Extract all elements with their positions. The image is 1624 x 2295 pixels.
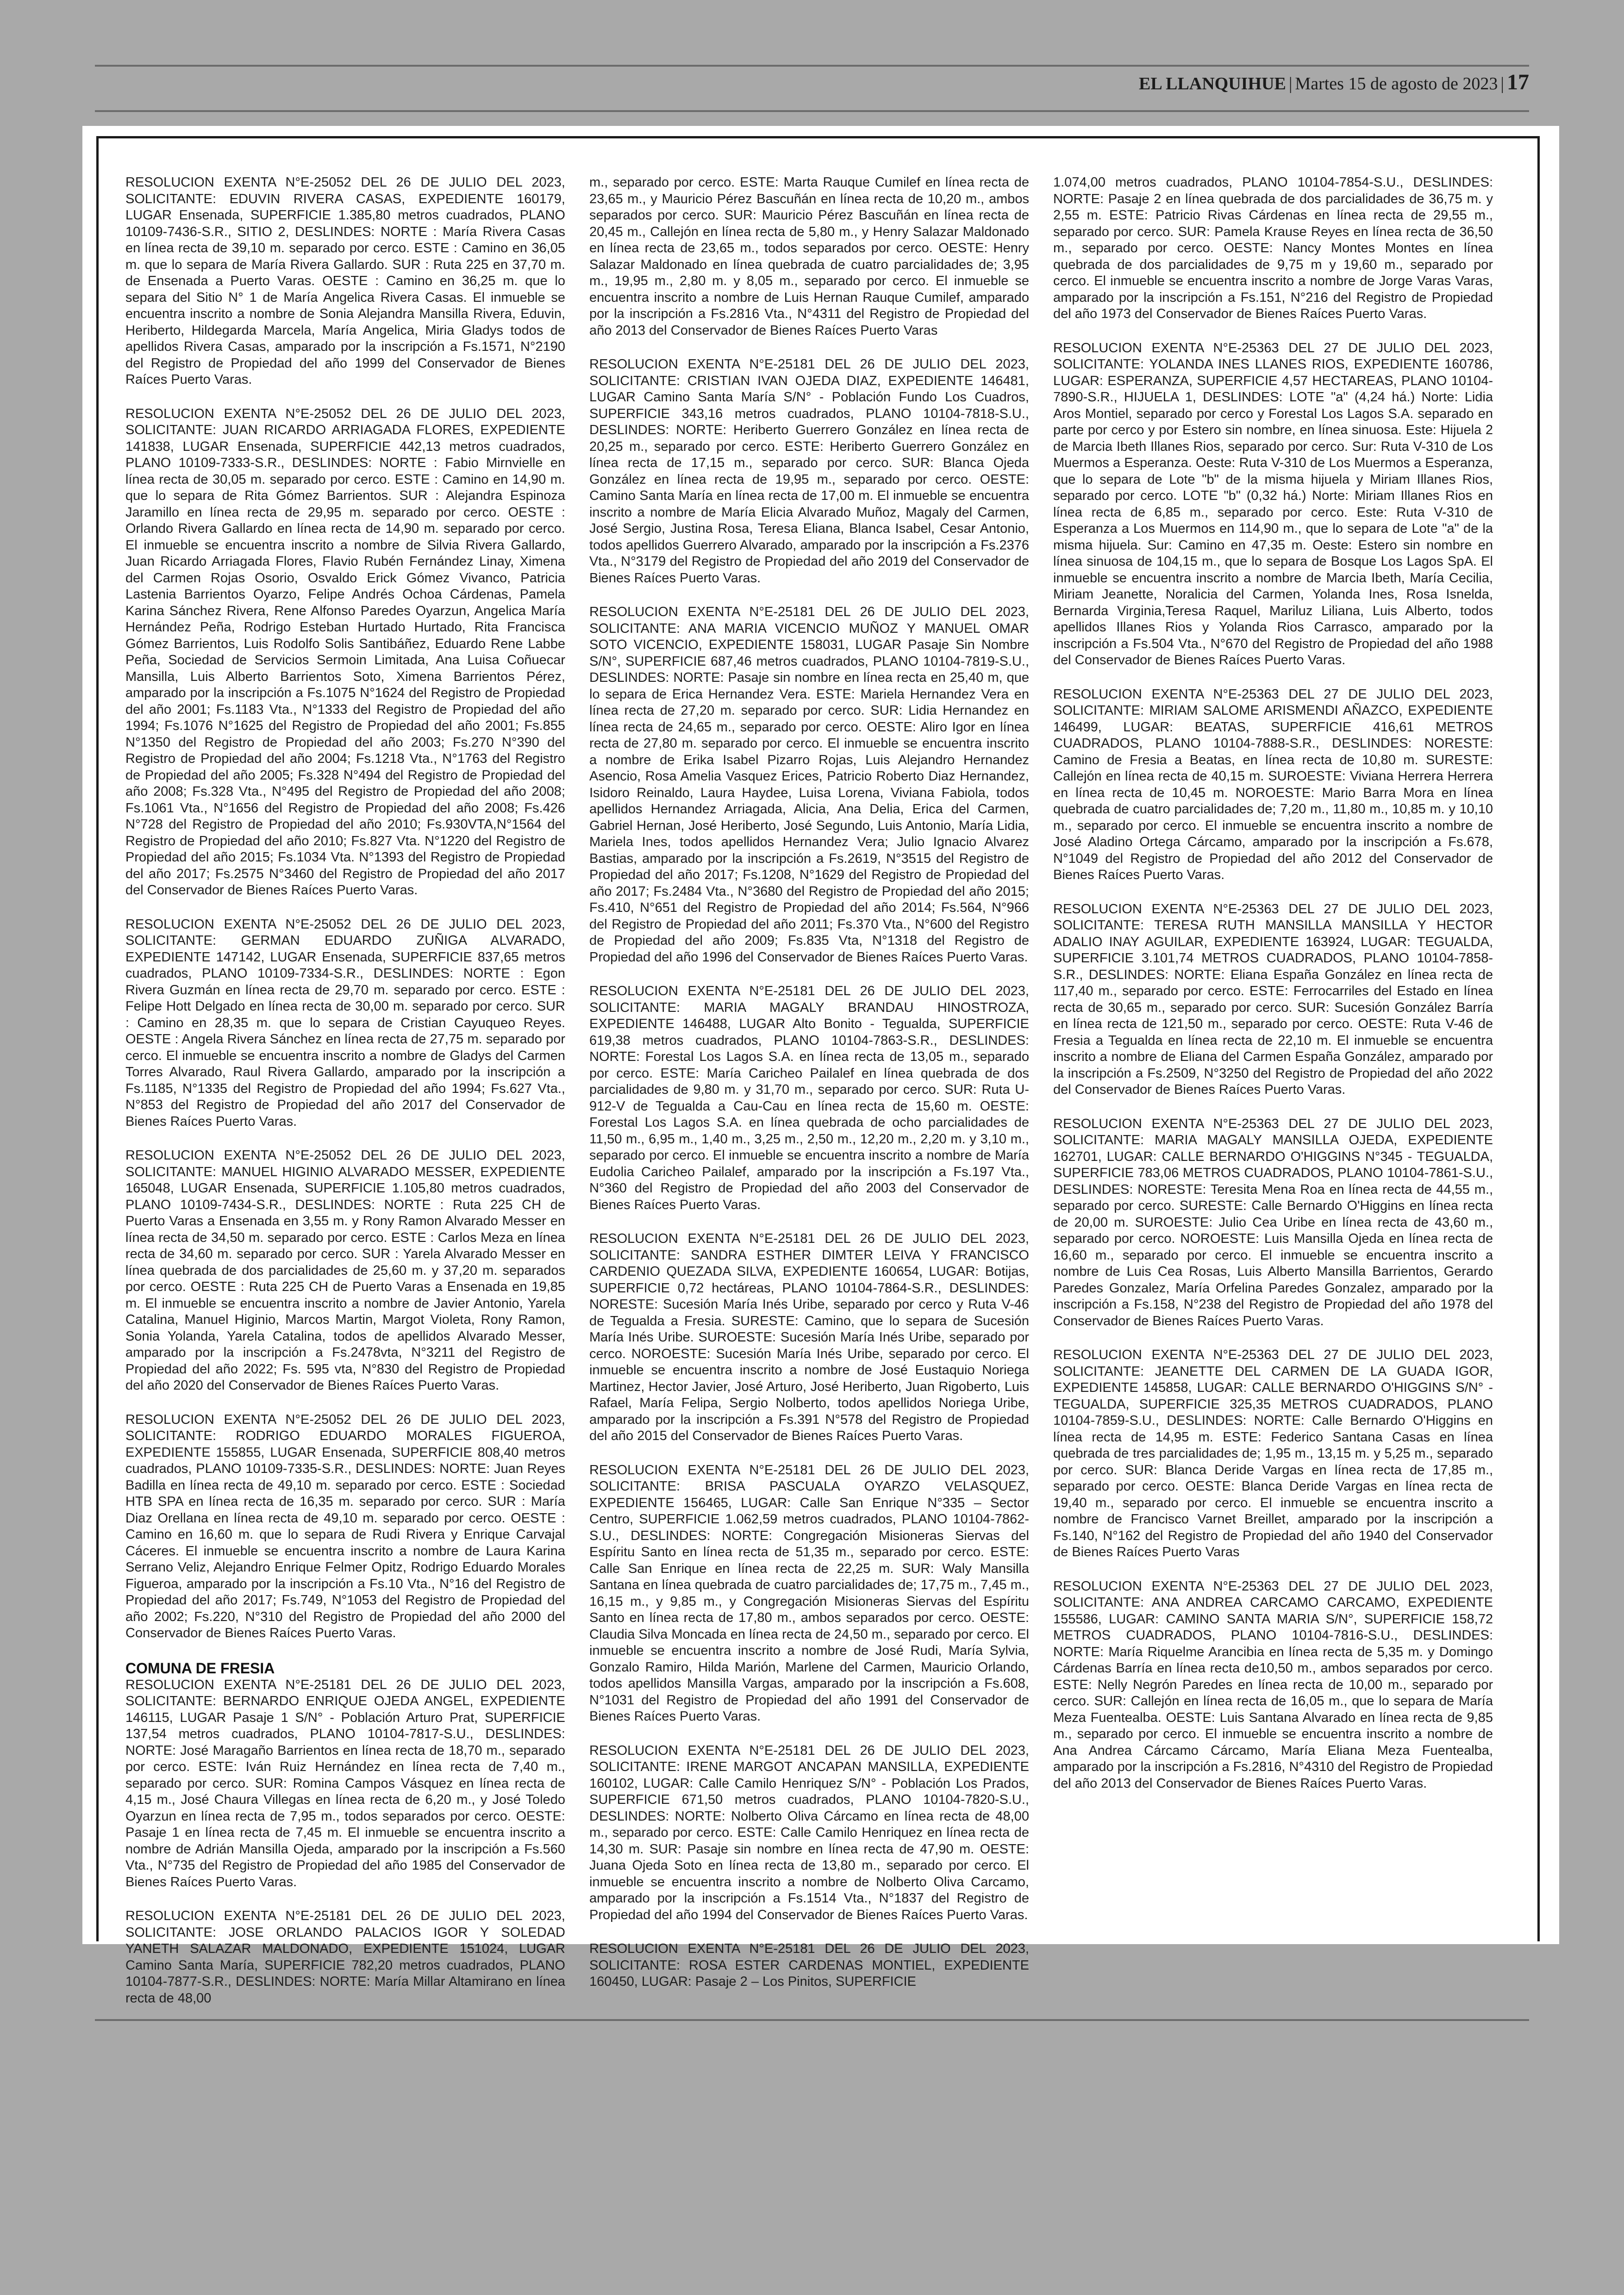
legal-notice: RESOLUCION EXENTA N°E-25052 DEL 26 DE JULIO DEL 2023, SOLICITANTE: GERMAN EDUARDO ZUÑIGA ALVARADO, EXPEDIENTE 147142, LUGAR Ensenada, SUPERFICIE 837,65 metros cuadrados, PLANO 10109-7334-S.R., DESLINDES: NORTE : Egon Rivera Guzmán en línea recta de 29,70 m. separado por cerco. ESTE : Felipe Hott Delgado en línea recta de 30,00 m. separado por cerco. SUR : Camino en 28,35 m. que lo separa de Cristian Cayuqueo Reyes. OESTE : Angela Rivera Sánchez en línea recta de 27,75 m. separado por cerco. El inmueble se encuentra inscrito a nombre de Gladys del Carmen Torres Alvarado, Raul Rivera Gallardo, amparado por la inscripción a Fs.1185, N°1335 del Registro de Propiedad del año 1994; Fs.627 Vta., N°853 del Registro de Propiedad del año 2017 del Conservador de Bienes Raíces Puerto Varas. <box>125 917 565 1129</box>
section-heading: COMUNA DE FRESIA <box>125 1659 275 1677</box>
legal-notice: RESOLUCION EXENTA N°E-25363 DEL 27 DE JULIO DEL 2023, SOLICITANTE: MARIA MAGALY MANSILLA OJEDA, EXPEDIENTE 162701, LUGAR: CALLE BERNARDO O'HIGGINS N°345 - TEGUALDA, SUPERFICIE 783,06 METROS CUADRADOS, PLANO 10104-7861-S.U., DESLINDES: NORESTE: Teresita Mena Roa en línea recta de 44,55 m., separado por cerco. SURESTE: Calle Bernardo O'Higgins en línea recta de 20,00 m. SUROESTE: Julio Cea Uribe en línea recta de 43,60 m., separado por cerco. NOROESTE: Luis Mansilla Ojeda en línea recta de 16,60 m., separado por cerco. El inmueble se encuentra inscrito a nombre de Luis Cea Rosas, Luis Alberto Mansilla Barrientos, Gerardo Paredes Gonzalez, María Orfelina Paredes Gonzalez, amparado por la inscripción a Fs.158, N°238 del Registro de Propiedad del año 1978 del Conservador de Bienes Raíces Puerto Varas. <box>1053 1116 1493 1328</box>
top-rule <box>95 65 1529 67</box>
legal-notice: RESOLUCION EXENTA N°E-25363 DEL 27 DE JULIO DEL 2023, SOLICITANTE: TERESA RUTH MANSILLA MANSILLA Y HECTOR ADALIO INAY AGUILAR, EXPEDIENTE 163924, LUGAR: TEGUALDA, SUPERFICIE 3.101,74 METROS CUADRADOS, PLANO 10104-7858-S.R., DESLINDES: NORTE: Eliana España González en línea recta de 117,40 m., separado por cerco. ESTE: Ferrocarriles del Estado en línea recta de 30,65 m., separado por cerco. SUR: Sucesión González Barría en línea recta de 121,50 m., separado por cerco. OESTE: Ruta V-46 de Fresia a Tegualda en línea recta de 22,10 m. El inmueble se encuentra inscrito a nombre de Eliana del Carmen España González, amparado por la inscripción a Fs.2509, N°3250 del Registro de Propiedad del año 2022 del Conservador de Bienes Raíces Puerto Varas. <box>1053 901 1493 1097</box>
legal-notice: RESOLUCION EXENTA N°E-25181 DEL 26 DE JULIO DEL 2023, SOLICITANTE: JOSE ORLANDO PALACIOS IGOR Y SOLEDAD YANETH SALAZAR MALDONADO, EXPEDIENTE 151024, LUGAR Camino Santa María, SUPERFICIE 782,20 metros cuadrados, PLANO 10104-7877-S.R., DESLINDES: NORTE: María Millar Altamirano en línea recta de 48,00 <box>125 1908 565 2006</box>
header-rule <box>95 110 1529 112</box>
page-sheet <box>82 126 1559 2006</box>
legal-notice: RESOLUCION EXENTA N°E-25181 DEL 26 DE JULIO DEL 2023, SOLICITANTE: CRISTIAN IVAN OJEDA DIAZ, EXPEDIENTE 146481, LUGAR Camino Santa María S/N° - Población Fundo Los Cuadros, SUPERFICIE 343,16 metros cuadrados, PLANO 10104-7818-S.U., DESLINDES: NORTE: Heriberto Guerrero González en línea recta de 20,25 m., separado por cerco. ESTE: Heriberto Guerrero González en línea recta de 17,15 m., separado por cerco. SUR: Blanca Ojeda González en línea recta de 19,95 m., separado por cerco. OESTE: Camino Santa María en línea recta de 17,00 m. El inmueble se encuentra inscrito a nombre de María Elicia Alvarado Muñoz, Magaly del Carmen, José Sergio, Justina Rosa, Teresa Eliana, Blanca Isabel, Cesar Antonio, todos apellidos Guerrero Alvarado, amparado por la inscripción a Fs.2376 Vta., N°3179 del Registro de Propiedad del año 2019 del Conservador de Bienes Raíces Puerto Varas. <box>589 357 1029 586</box>
newspaper-name: EL LLANQUIHUE <box>1139 74 1286 94</box>
column-3 <box>1053 175 1493 1887</box>
masthead-separator-2: | <box>1500 74 1504 94</box>
legal-notice: RESOLUCION EXENTA N°E-25052 DEL 26 DE JULIO DEL 2023, SOLICITANTE: EDUVIN RIVERA CASAS, EXPEDIENTE 160179, LUGAR Ensenada, SUPERFICIE 1.385,80 metros cuadrados, PLANO 10109-7436-S.R., SITIO 2, DESLINDES: NORTE : María Rivera Casas en línea recta de 39,10 m. separado por cerco. ESTE : Camino en 36,05 m. que lo separa de María Rivera Gallardo. SUR : Ruta 225 en 37,70 m. de Ensenada a Puerto Varas. OESTE : Camino en 36,25 m. que lo separa del Sitio N° 1 de María Angelica Rivera Casas. El inmueble se encuentra inscrito a nombre de Sonia Alejandra Mansilla Rivera, Eduvin, Heriberto, Hildegarda Marcela, María Angelica, Miria Gladys todos de apellidos Rivera Casas, amparado por la inscripción a Fs.1571, N°2190 del Registro de Propiedad del año 1999 del Conservador de Bienes Raíces Puerto Varas. <box>125 175 565 387</box>
legal-notice: RESOLUCION EXENTA N°E-25052 DEL 26 DE JULIO DEL 2023, SOLICITANTE: RODRIGO EDUARDO MORALES FIGUEROA, EXPEDIENTE 155855, LUGAR Ensenada, SUPERFICIE 808,40 metros cuadrados, PLANO 10109-7335-S.R., DESLINDES: NORTE: Juan Reyes Badilla en línea recta de 49,10 m. separado por cerco. ESTE : Sociedad HTB SPA en línea recta de 16,35 m. separado por cerco. SUR : María Diaz Orellana en línea recta de 49,10 m. separado por cerco. OESTE : Camino en 16,60 m. que lo separa de Rudi Rivera y Enrique Carvajal Cáceres. El inmueble se encuentra inscrito a nombre de Laura Karina Serrano Veliz, Alejandro Enrique Felmer Opitz, Rodrigo Eduardo Morales Figueroa, amparado por la inscripción a Fs.10 Vta., N°16 del Registro de Propiedad del año 2017; Fs.749, N°1053 del Registro de Propiedad del año 2002; Fs.220, N°310 del Registro de Propiedad del año 2000 del Conservador de Bienes Raíces Puerto Varas. <box>125 1412 565 1640</box>
legal-notice: RESOLUCION EXENTA N°E-25052 DEL 26 DE JULIO DEL 2023, SOLICITANTE: MANUEL HIGINIO ALVARADO MESSER, EXPEDIENTE 165048, LUGAR Ensenada, SUPERFICIE 1.105,80 metros cuadrados, PLANO 10109-7434-S.R., DESLINDES: NORTE : Ruta 225 CH de Puerto Varas a Ensenada en 3,55 m. y Rony Ramon Alvarado Messer en línea recta de 34,50 m. separado por cerco. ESTE : Carlos Meza en línea recta de 34,60 m. separado por cerco. SUR : Yarela Alvarado Messer en línea quebrada de dos parcialidades de 25,60 m. y 37,20 m. separados por cerco. OESTE : Ruta 225 CH de Puerto Varas a Ensenada en 19,85 m. El inmueble se encuentra inscrito a nombre de Javier Antonio, Yarela Catalina, Manuel Higinio, Marcos Martin, Margot Violeta, Rony Ramon, Sonia Yolanda, Yarela Catalina, todos de apellidos Alvarado Messer, amparado por la inscripción a Fs.2478vta, N°3211 del Registro de Propiedad del año 2022; Fs. 595 vta, N°830 del Registro de Propiedad del año 2020 del Conservador de Bienes Raíces Puerto Varas. <box>125 1148 565 1393</box>
column-2 <box>589 175 1029 1989</box>
legal-notice: RESOLUCION EXENTA N°E-25181 DEL 26 DE JULIO DEL 2023, SOLICITANTE: ANA MARIA VICENCIO MUÑOZ Y MANUEL OMAR SOTO VICENCIO, EXPEDIENTE 158031, LUGAR Pasaje Sin Nombre S/N°, SUPERFICIE 687,46 metros cuadrados, PLANO 10104-7819-S.U., DESLINDES: NORTE: Pasaje sin nombre en línea recta en 25,40 m, que lo separa de Erica Hernandez Vera. ESTE: Mariela Hernandez Vera en línea recta de 27,20 m. separado por cerco. SUR: Lidia Hernandez en línea recta de 24,65 m., separado por cerco. OESTE: Aliro Igor en línea recta de 27,80 m. separado por cerco. El inmueble se encuentra inscrito a nombre de Erika Isabel Pizarro Rojas, Luis Alejandro Hernandez Asencio, Rosa Amelia Vasquez Erices, Patricio Roberto Diaz Hernandez, Isidoro Reinaldo, Laura Haydee, Luisa Lorena, Viviana Fabiola, todos apellidos Hernandez Arriagada, Alicia, Ana Delia, Erica del Carmen, Gabriel Hernan, José Heriberto, José Segundo, Luis Antonio, María Lidia, Mariela Ines, todos apellidos Hernandez Vera; Julio Ignacio Alvarez Bastias, amparado por la inscripción a Fs.2619, N°3515 del Registro de Propiedad del año 2017; Fs.1208, N°1629 del Registro de Propiedad del año 2017; Fs.2484 Vta., N°3680 del Registro de Propiedad del año 2015; Fs.410, N°651 del Registro de Propiedad del año 2014; Fs.564, N°966 del Registro de Propiedad del año 2011; Fs.370 Vta., N°600 del Registro de Propiedad del año 2009; Fs.835 Vta, N°1318 del Registro de Propiedad del año 1996 del Conservador de Bienes Raíces Puerto Varas. <box>589 605 1029 965</box>
legal-notice: RESOLUCION EXENTA N°E-25363 DEL 27 DE JULIO DEL 2023, SOLICITANTE: JEANETTE DEL CARMEN DE LA GUADA IGOR, EXPEDIENTE 145858, LUGAR: CALLE BERNARDO O'HIGGINS S/N° - TEGUALDA, SUPERFICIE 325,35 METROS CUADRADOS, PLANO 10104-7859-S.U., DESLINDES: NORTE: Calle Bernardo O'Higgins en línea recta de 14,95 m. ESTE: Federico Santana Casas en línea quebrada de tres parcialidades de; 1,95 m., 13,15 m. y 5,25 m., separado por cerco. SUR: Blanca Deride Vargas en línea recta de 17,85 m., separado por cerco. OESTE: Blanca Deride Vargas en línea recta de 19,40 m., separado por cerco. El inmueble se encuentra inscrito a nombre de Francisco Varnet Breillet, amparado por la inscripción a Fs.140, N°162 del Registro de Propiedad del año 1940 del Conservador de Bienes Raíces Puerto Varas <box>1053 1347 1493 1559</box>
legal-notice: RESOLUCION EXENTA N°E-25181 DEL 26 DE JULIO DEL 2023, SOLICITANTE: BERNARDO ENRIQUE OJEDA ANGEL, EXPEDIENTE 146115, LUGAR Pasaje 1 S/N° - Población Arturo Prat, SUPERFICIE 137,54 metros cuadrados, PLANO 10104-7817-S.U., DESLINDES: NORTE: José Maragaño Barrientos en línea recta de 18,70 m., separado por cerco. ESTE: Iván Ruiz Hernández en línea recta de 7,40 m., separado por cerco. SUR: Romina Campos Vásquez en línea recta de 4,15 m., José Chaura Villegas en línea recta de 6,20 m., y José Toledo Oyarzun en línea recta de 7,95 m., todos separados por cerco. OESTE: Pasaje 1 en línea recta de 7,45 m. El inmueble se encuentra inscrito a nombre de Adrián Mansilla Ojeda, amparado por la inscripción a Fs.560 Vta., N°735 del Registro de Propiedad del año 1985 del Conservador de Bienes Raíces Puerto Varas. <box>125 1677 565 1890</box>
legal-notices-frame <box>96 136 1540 2006</box>
legal-notice: 1.074,00 metros cuadrados, PLANO 10104-7854-S.U., DESLINDES: NORTE: Pasaje 2 en línea quebrada de dos parcialidades de 36,75 m. y 2,55 m. ESTE: Patricio Rivas Cárdenas en línea recta de 29,55 m., separado por cerco. SUR: Pamela Krause Reyes en línea recta de 36,50 m., separado por cerco. OESTE: Nancy Montes Montes en línea quebrada de dos parcialidades de 9,75 m y 19,60 m., separado por cerco. El inmueble se encuentra inscrito a nombre de Jorge Varas Varas, amparado por la inscripción a Fs.151, N°216 del Registro de Propiedad del año 1973 del Conservador de Bienes Raíces Puerto Varas. <box>1053 175 1493 321</box>
legal-notice: RESOLUCION EXENTA N°E-25052 DEL 26 DE JULIO DEL 2023, SOLICITANTE: JUAN RICARDO ARRIAGADA FLORES, EXPEDIENTE 141838, LUGAR Ensenada, SUPERFICIE 442,13 metros cuadrados, PLANO 10109-7333-S.R., DESLINDES: NORTE : Fabio Mirnvielle en línea recta de 30,05 m. separado por cerco. ESTE : Camino en 14,90 m. que lo separa de Rita Gómez Barrientos. SUR : Alejandra Espinoza Jaramillo en línea recta de 29,95 m. separado por cerco. OESTE : Orlando Rivera Gallardo en línea recta de 14,90 m. separado por cerco. El inmueble se encuentra inscrito a nombre de Silvia Rivera Gallardo, Juan Ricardo Arriagada Flores, Flavio Rubén Fernández Linay, Ximena del Carmen Rojas Osorio, Osvaldo Erick Gómez Vivanco, Patricia Lastenia Barrientos Oyarzo, Felipe Andrés Ochoa Cárdenas, Pamela Karina Sánchez Rivera, Rene Alfonso Paredes Oyarzun, Angelica María Hernández Peña, Rodrigo Esteban Hurtado Hurtado, Rita Francisca Gómez Barrientos, Luis Rodolfo Solis Santibáñez, Eduardo Rene Labbe Peña, Sociedad de Servicios Sermoin Limitada, Ana Luisa Coñuecar Mansilla, Luis Alberto Barrientos Soto, Ximena Barrientos Pérez, amparado por la inscripción a Fs.1075 N°1624 del Registro de Propiedad del año 2001; Fs.1183 Vta., N°1333 del Registro de Propiedad del año 1994; Fs.1076 N°1625 del Registro de Propiedad del año 2001; Fs.855 N°1350 del Registro de Propiedad del año 2003; Fs.270 N°390 del Registro de Propiedad del año 2004; Fs.1218 Vta., N°1763 del Registro de Propiedad del año 2005; Fs.328 N°494 del Registro de Propiedad del año 2008; Fs.328 Vta., N°495 del Registro de Propiedad del año 2008; Fs.1061 Vta., N°1656 del Registro de Propiedad del año 2008; Fs.426 N°728 del Registro de Propiedad del año 2010; Fs.930VTA,N°1564 del Registro de Propiedad del año 2010; Fs.827 Vta. N°1220 del Registro de Propiedad del año 2015; Fs.1034 Vta. N°1393 del Registro de Propiedad del año 2017; Fs.2575 N°3460 del Registro de Propiedad del año 2017 del Conservador de Bienes Raíces Puerto Varas. <box>125 406 565 898</box>
legal-notice: RESOLUCION EXENTA N°E-25363 DEL 27 DE JULIO DEL 2023, SOLICITANTE: ANA ANDREA CARCAMO CARCAMO, EXPEDIENTE 155586, LUGAR: CAMINO SANTA MARIA S/N°, SUPERFICIE 158,72 METROS CUADRADOS, PLANO 10104-7816-S.U., DESLINDES: NORTE: María Riquelme Arancibia en línea recta de 5,35 m. y Domingo Cárdenas Barría en línea recta de10,50 m., ambos separados por cerco. ESTE: Nelly Negrón Paredes en línea recta de 10,00 m., separado por cerco. SUR: Callejón en línea recta de 16,05 m., que lo separa de María Meza Fuentealba. OESTE: Luis Santana Alvarado en línea recta de 9,85 m., separado por cerco. El inmueble se encuentra inscrito a nombre de Ana Andrea Cárcamo Cárcamo, María Eliana Meza Fuentealba, amparado por la inscripción a Fs.2816, N°4310 del Registro de Propiedad del año 2013 del Conservador de Bienes Raíces Puerto Varas. <box>1053 1578 1493 1791</box>
page-number: 17 <box>1507 70 1529 94</box>
column-1 <box>125 175 565 2006</box>
legal-notice: m., separado por cerco. ESTE: Marta Rauque Cumilef en línea recta de 23,65 m., y Mauricio Pérez Bascuñán en línea recta de 10,20 m., ambos separados por cerco. SUR: Mauricio Pérez Bascuñán en línea recta de 20,45 m., Callejón en línea recta de 5,80 m., y Henry Salazar Maldonado en línea recta de 23,65 m., todos separados por cerco. OESTE: Henry Salazar Maldonado en línea quebrada de cuatro parcialidades de; 3,95 m., 19,95 m., 2,80 m. y 8,05 m., separado por cerco. El inmueble se encuentra inscrito a nombre de Luis Hernan Rauque Cumilef, amparado por la inscripción a Fs.2816 Vta., N°4311 del Registro de Propiedad del año 2013 del Conservador de Bienes Raíces Puerto Varas <box>589 175 1029 338</box>
legal-notice: RESOLUCION EXENTA N°E-25181 DEL 26 DE JULIO DEL 2023, SOLICITANTE: BRISA PASCUALA OYARZO VELASQUEZ, EXPEDIENTE 156465, LUGAR: Calle San Enrique N°335 – Sector Centro, SUPERFICIE 1.062,59 metros cuadrados, PLANO 10104-7862-S.U., DESLINDES: NORTE: Congregación Misioneras Siervas del Espíritu Santo en línea recta de 51,35 m., separado por cerco. ESTE: Calle San Enrique en línea recta de 22,25 m. SUR: Waly Mansilla Santana en línea quebrada de cuatro parcialidades de; 17,75 m., 7,45 m., 16,15 m., y 9,85 m., y Congregación Misioneras Siervas del Espíritu Santo en línea recta de 17,80 m., ambos separados por cerco. OESTE: Claudia Silva Moncada en línea recta de 24,50 m., separado por cerco. El inmueble se encuentra inscrito a nombre de José Rudi, María Sylvia, Gonzalo Ramiro, Hilda Marión, Marlene del Carmen, Mauricio Orlando, todos apellidos Mansilla Vargas, amparado por la inscripción a Fs.608, N°1031 del Registro de Propiedad del año 1991 del Conservador de Bienes Raíces Puerto Varas. <box>589 1462 1029 1724</box>
legal-notice: RESOLUCION EXENTA N°E-25363 DEL 27 DE JULIO DEL 2023, SOLICITANTE: MIRIAM SALOME ARISMENDI AÑAZCO, EXPEDIENTE 146499, LUGAR: BEATAS, SUPERFICIE 416,61 METROS CUADRADOS, PLANO 10104-7888-S.R., DESLINDES: NORESTE: Camino de Fresia a Beatas, en línea recta de 10,80 m. SURESTE: Callejón en línea recta de 40,15 m. SUROESTE: Viviana Herrera Herrera en línea recta de 10,45 m. NOROESTE: Mario Barra Mora en línea quebrada de cuatro parcialidades de; 7,20 m., 11,80 m., 10,85 m. y 10,10 m., separado por cerco. El inmueble se encuentra inscrito a nombre de José Aladino Ortega Cárcamo, amparado por la inscripción a Fs.678, N°1049 del Registro de Propiedad del año 2012 del Conservador de Bienes Raíces Puerto Varas. <box>1053 686 1493 882</box>
masthead-separator: | <box>1288 74 1293 94</box>
legal-notice: RESOLUCION EXENTA N°E-25181 DEL 26 DE JULIO DEL 2023, SOLICITANTE: SANDRA ESTHER DIMTER LEIVA Y FRANCISCO CARDENIO QUEZADA SILVA, EXPEDIENTE 160654, LUGAR: Botijas, SUPERFICIE 0,72 hectáreas, PLANO 10104-7864-S.R., DESLINDES: NORESTE: Sucesión María Inés Uribe, separado por cerco y Ruta V-46 de Tegualda a Fresia. SURESTE: Camino, que lo separa de Sucesión María Inés Uribe. SUROESTE: Sucesión María Inés Uribe, separado por cerco. NOROESTE: Sucesión María Inés Uribe, separado por cerco. El inmueble se encuentra inscrito a nombre de José Eustaquio Noriega Martinez, Hector Javier, José Arturo, José Heriberto, Juan Rigoberto, Luis Rafael, María Felipa, Sergio Nolberto, todos apellidos Noriega Uribe, amparado por la inscripción a Fs.391 N°578 del Registro de Propiedad del año 2015 del Conservador de Bienes Raíces Puerto Varas. <box>589 1231 1029 1443</box>
masthead <box>1139 69 1529 97</box>
legal-notice: RESOLUCION EXENTA N°E-25181 DEL 26 DE JULIO DEL 2023, SOLICITANTE: ROSA ESTER CARDENAS MONTIEL, EXPEDIENTE 160450, LUGAR: Pasaje 2 – Los Pinitos, SUPERFICIE <box>589 1941 1029 1989</box>
issue-date: Martes 15 de agosto de 2023 <box>1295 74 1498 94</box>
legal-notice: RESOLUCION EXENTA N°E-25363 DEL 27 DE JULIO DEL 2023, SOLICITANTE: YOLANDA INES LLANES RIOS, EXPEDIENTE 160786, LUGAR: ESPERANZA, SUPERFICIE 4,57 HECTAREAS, PLANO 10104-7890-S.R., HIJUELA 1, DESLINDES: LOTE "a" (4,24 há.) Norte: Lidia Aros Montiel, separado por cerco y Forestal Los Lagos S.A. separado en parte por cerco y por Estero sin nombre, en línea sinuosa. Este: Hijuela 2 de Marcia Ibeth Illanes Rios, separado por cerco. Sur: Ruta V-310 de Los Muermos a Esperanza. Oeste: Ruta V-310 de Los Muermos a Esperanza, que lo separa de Lote "b" de la misma hijuela y Miriam Illanes Rios, separado por cerco. LOTE "b" (0,32 há.) Norte: Miriam Illanes Rios en línea recta de 6,85 m., separado por cerco. Este: Ruta V-310 de Esperanza a Los Muermos en 114,90 m., que lo separa de Lote "a" de la misma hijuela. Sur: Camino en 47,35 m. Oeste: Estero sin nombre en línea sinuosa de 104,15 m., que lo separa de Bosque Los Lagos SpA. El inmueble se encuentra inscrito a nombre de Marcia Ibeth, María Cecilia, Miriam Jeanette, Noralicia del Carmen, Yolanda Ines, Rosa Isnelda, Bernarda Virginia,Teresa Raquel, Mariluz Liliana, Luis Alberto, todos apellidos Illanes Rios y Yolanda Rios Carrasco, amparado por la inscripción a Fs.504 Vta., N°670 del Registro de Propiedad del año 1988 del Conservador de Bienes Raíces Puerto Varas. <box>1053 340 1493 667</box>
legal-notice: RESOLUCION EXENTA N°E-25181 DEL 26 DE JULIO DEL 2023, SOLICITANTE: IRENE MARGOT ANCAPAN MANSILLA, EXPEDIENTE 160102, LUGAR: Calle Camilo Henriquez S/N° - Población Los Prados, SUPERFICIE 671,50 metros cuadrados, PLANO 10104-7820-S.U., DESLINDES: NORTE: Nolberto Oliva Cárcamo en línea recta de 48,00 m., separado por cerco. ESTE: Calle Camilo Henriquez en línea recta de 14,30 m. SUR: Pasaje sin nombre en línea recta de 47,90 m. OESTE: Juana Ojeda Soto en línea recta de 13,80 m., separado por cerco. El inmueble se encuentra inscrito a nombre de Nolberto Oliva Carcamo, amparado por la inscripción a Fs.1514 Vta., N°1837 del Registro de Propiedad del año 1994 del Conservador de Bienes Raíces Puerto Varas. <box>589 1743 1029 1922</box>
bottom-rule <box>95 2019 1529 2021</box>
legal-notice: RESOLUCION EXENTA N°E-25181 DEL 26 DE JULIO DEL 2023, SOLICITANTE: MARIA MAGALY BRANDAU HINOSTROZA, EXPEDIENTE 146488, LUGAR Alto Bonito - Tegualda, SUPERFICIE 619,38 metros cuadrados, PLANO 10104-7863-S.R., DESLINDES: NORTE: Forestal Los Lagos S.A. en línea recta de 13,05 m., separado por cerco. ESTE: María Caricheo Pailalef en línea quebrada de dos parcialidades de 9,80 m. y 31,70 m., separado por cerco. SUR: Ruta U-912-V de Tegualda a Cau-Cau en línea recta de 15,60 m. OESTE: Forestal Los Lagos S.A. en línea quebrada de ocho parcialidades de 11,50 m., 6,95 m., 1,40 m., 3,25 m., 2,50 m., 12,20 m., 2,20 m. y 3,10 m., separado por cerco. El inmueble se encuentra inscrito a nombre de María Eudolia Caricheo Pailalef, amparado por la inscripción a Fs.197 Vta., N°360 del Registro de Propiedad del año 2003 del Conservador de Bienes Raíces Puerto Varas. <box>589 984 1029 1212</box>
